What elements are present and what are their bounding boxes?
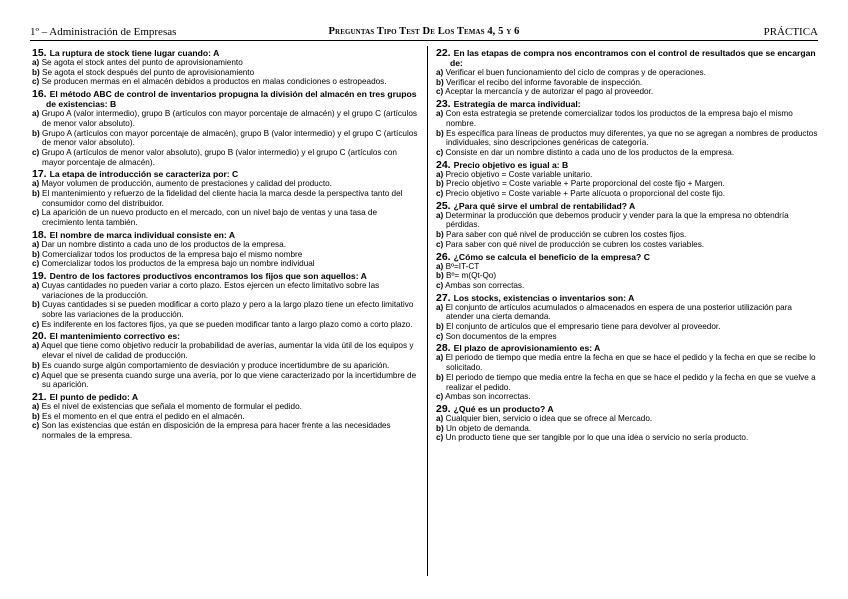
question-text: Dentro de los factores productivos encontramos los fijos que son aquellos: A [49, 270, 367, 281]
option-text: Comercializar todos los productos de la empresa bajo el mismo nombre [42, 249, 303, 259]
question-block [436, 201, 820, 250]
question-block [436, 404, 820, 443]
question-number: 22. [436, 47, 451, 59]
question-block [32, 89, 420, 167]
question-number: 21. [32, 390, 47, 403]
answer-option [32, 371, 420, 390]
answer-option [32, 250, 420, 260]
option-letter: b) [436, 230, 444, 240]
option-text: Aceptar la mercancía y de autorizar el pago al proveedor. [445, 87, 654, 97]
option-text: Dar un nombre distinto a cada uno de los productos de la empresa. [41, 239, 286, 249]
option-letter: b) [32, 189, 40, 199]
question-text: Los stocks, existencias o inventarios son: A [453, 292, 635, 303]
header-course: 1º – Administración de Empresas [30, 26, 177, 38]
question-number: 20. [32, 330, 47, 343]
answer-option [436, 281, 820, 291]
option-letter: b) [436, 322, 444, 332]
option-text: El conjunto de artículos acumulados o almacenados en espera de una posterior utilización para atender una cierta demanda. [445, 302, 792, 322]
option-text: Para saber con qué nivel de producción se cubren los costes variables. [445, 239, 705, 249]
answer-option [436, 424, 820, 434]
question-number: 16. [32, 88, 47, 101]
option-letter: a) [436, 353, 444, 363]
question-text: El punto de pedido: A [49, 391, 139, 402]
answer-option [436, 332, 820, 342]
answer-option [436, 68, 820, 78]
option-text: Son las existencias que están en disposición de la empresa para hacer frente a las necesidades normales de la empresa. [41, 421, 391, 441]
question-text: El método ABC de control de inventarios propugna la división del almacén en tres grupos de existencias: B [46, 89, 417, 110]
page-header [30, 24, 818, 41]
option-text: Para saber con qué nivel de producción se cubren los costes fijos. [446, 230, 687, 240]
answer-option [32, 129, 420, 148]
option-letter: c) [32, 421, 40, 431]
answer-option [436, 373, 820, 392]
option-letter: c) [436, 147, 444, 157]
question-title [436, 48, 820, 68]
question-block [436, 99, 820, 158]
option-letter: a) [436, 261, 444, 271]
question-text: ¿Para qué sirve el umbral de rentabilidad? A [453, 200, 636, 211]
option-text: Un objeto de demanda. [446, 423, 532, 433]
question-title [436, 160, 820, 170]
option-letter: b) [436, 372, 444, 382]
option-letter: c) [32, 259, 40, 269]
option-letter: a) [32, 239, 40, 249]
question-number: 17. [32, 168, 47, 181]
option-text: Es el momento en el que entra el pedido en el almacén. [42, 411, 245, 421]
question-number: 18. [32, 228, 47, 241]
question-title [32, 48, 420, 58]
question-number: 28. [436, 342, 451, 355]
question-text: En las etapas de compra nos encontramos con el control de resultados que se encargan de: [450, 48, 816, 68]
option-text: Bº=IT-CT [445, 261, 480, 271]
answer-option [436, 322, 820, 332]
question-block [32, 230, 420, 269]
answer-option [32, 341, 420, 360]
answer-option [32, 412, 420, 422]
option-letter: c) [32, 208, 40, 218]
question-block [32, 392, 420, 441]
answer-option [436, 240, 820, 250]
question-block [32, 48, 420, 87]
answer-option [436, 78, 820, 88]
option-text: Determinar la producción que debemos producir y vender para la que la empresa no obtendría pérdidas. [445, 210, 789, 230]
question-block [32, 169, 420, 228]
question-text: Precio objetivo es igual a: B [453, 159, 569, 170]
option-letter: b) [32, 360, 40, 370]
question-title [436, 343, 820, 353]
question-number: 29. [436, 402, 451, 415]
option-text: Aquel que tiene como objetivo reducir la probabilidad de averías, aumentar la vida útil de los equipos y elevar el nivel de calidad de producción. [41, 341, 414, 361]
option-text: Bº= m(Qt-Qo) [446, 271, 497, 281]
option-text: El conjunto de artículos que el empresario tiene para devolver al proveedor. [446, 322, 721, 332]
option-text: Se agota el stock antes del punto de aprovisionamiento [41, 58, 243, 67]
option-text: Mayor volumen de producción, aumento de prestaciones y calidad del producto. [41, 179, 332, 189]
option-letter: b) [32, 249, 40, 259]
option-text: Grupo A (artículos de menor valor absoluto), grupo B (valor intermedio) y el grupo C (artículos con mayor porcentaje de almacén). [41, 147, 397, 167]
option-letter: c) [32, 319, 40, 329]
option-letter: a) [436, 68, 444, 77]
option-letter: a) [436, 413, 444, 423]
answer-option [436, 129, 820, 148]
option-letter: c) [436, 331, 444, 341]
option-letter: a) [436, 302, 444, 312]
option-text: Cualquier bien, servicio o idea que se ofrece al Mercado. [445, 413, 653, 423]
option-text: Ambas son correctas. [445, 280, 525, 290]
question-title [436, 293, 820, 303]
option-text: Se producen mermas en el almacén debidos a productos en malas condiciones o estropeados. [41, 77, 387, 87]
answer-option [436, 414, 820, 424]
option-text: Precio objetivo = Coste variable + Parte proporcional del coste fijo + Margen. [446, 179, 725, 189]
option-letter: a) [32, 280, 40, 290]
option-letter: c) [32, 147, 40, 157]
question-title [32, 230, 420, 240]
answer-option [32, 421, 420, 440]
question-block [436, 48, 820, 97]
answer-option [32, 259, 420, 269]
question-title [436, 252, 820, 262]
question-text: La etapa de introducción se caracteriza por: C [49, 169, 239, 180]
question-text: La ruptura de stock tiene lugar cuando: A [49, 48, 220, 58]
column-divider [427, 46, 428, 576]
answer-option [32, 189, 420, 208]
option-letter: c) [436, 280, 444, 290]
option-letter: a) [436, 109, 444, 119]
option-letter: b) [32, 411, 40, 421]
question-number: 27. [436, 291, 451, 304]
question-block [32, 331, 420, 390]
answer-option [436, 262, 820, 272]
option-letter: a) [32, 401, 40, 411]
option-text: Grupo A (valor intermedio), grupo B (artículos con mayor porcentaje de almacén) y el grupo C (artículos de menor valor absoluto). [41, 109, 417, 128]
question-number: 23. [436, 98, 451, 111]
option-text: Con esta estrategia se pretende comercializar todos los productos de la empresa bajo el mismo nombre. [445, 109, 793, 128]
option-letter: a) [32, 109, 40, 119]
answer-option [436, 179, 820, 189]
option-text: Aquel que se presenta cuando surge una avería, por lo que viene caracterizado por la incertidumbre de su aparición. [41, 370, 417, 390]
question-title [32, 331, 420, 341]
question-number: 25. [436, 199, 451, 212]
option-text: Son documentos de la empres [445, 331, 557, 341]
option-letter: c) [436, 239, 444, 249]
option-text: Verificar el buen funcionamiento del ciclo de compras y de operaciones. [445, 68, 706, 77]
answer-option [32, 68, 420, 78]
option-letter: a) [32, 58, 40, 67]
option-letter: c) [32, 77, 40, 87]
answer-option [32, 300, 420, 319]
question-title [32, 169, 420, 179]
question-number: 26. [436, 250, 451, 263]
option-letter: c) [32, 370, 40, 380]
option-letter: a) [436, 169, 444, 179]
left-column [32, 48, 420, 443]
option-text: Cuyas cantidades si se pueden modificar a corto plazo y pero a la largo plazo tiene un efecto limitativo sobre las variaciones de la producción. [42, 300, 414, 320]
answer-option [436, 211, 820, 230]
option-text: Consiste en dar un nombre distinto a cada uno de los productos de la empresa. [445, 147, 735, 157]
option-text: Grupo A (artículos con mayor porcentaje de almacén), grupo B (valor intermedio) y el grupo C (artículos de menor valor absoluto). [42, 128, 418, 148]
answer-option [32, 148, 420, 167]
question-text: El mantenimiento correctivo es: [49, 331, 180, 342]
answer-option [32, 179, 420, 189]
option-letter: b) [32, 67, 40, 77]
option-text: El periodo de tiempo que media entre la fecha en que se hace el pedido y la fecha en que se vuelve a realizar el pedido. [446, 372, 816, 392]
question-text: ¿Cómo se calcula el beneficio de la empresa? C [453, 251, 650, 262]
option-text: Es el nivel de existencias que señala el momento de formular el pedido. [41, 401, 302, 411]
answer-option [32, 109, 420, 128]
answer-option [32, 77, 420, 87]
question-number: 15. [32, 47, 47, 59]
question-block [436, 293, 820, 342]
question-text: El nombre de marca individual consiste en: A [49, 229, 236, 240]
question-block [436, 343, 820, 402]
option-letter: b) [436, 271, 444, 281]
question-title [436, 99, 820, 109]
option-letter: b) [436, 179, 444, 189]
option-text: Es indiferente en los factores fijos, ya que se pueden modificar tanto a largo plazo como a corto plazo. [41, 319, 413, 329]
option-text: El mantenimiento y refuerzo de la fidelidad del cliente hacia la marca desde la perspectiva tanto del consumidor como del distribuidor. [42, 189, 403, 208]
question-text: El plazo de aprovisionamiento es: A [453, 343, 601, 354]
option-text: Precio objetivo = Coste variable + Parte alícuota o proporcional del coste fijo. [445, 189, 726, 199]
answer-option [436, 303, 820, 322]
answer-option [32, 58, 420, 68]
answer-option [436, 271, 820, 281]
header-section: PRÁCTICA [763, 26, 818, 38]
option-letter: c) [436, 433, 444, 443]
option-text: El periodo de tiempo que media entre la fecha en que se hace el pedido y la fecha en que se recibe lo solicitado. [445, 353, 816, 373]
answer-option [32, 320, 420, 330]
answer-option [436, 189, 820, 199]
answer-option [436, 148, 820, 158]
question-title [436, 404, 820, 414]
answer-option [436, 230, 820, 240]
option-letter: c) [436, 189, 444, 199]
option-letter: b) [436, 423, 444, 433]
option-text: La aparición de un nuevo producto en el mercado, con un nivel bajo de ventas y una tasa de crecimiento lenta también. [41, 208, 378, 228]
header-title: Preguntas Tipo Test De Los Temas 4, 5 y 6 [328, 26, 520, 37]
option-letter: a) [436, 210, 444, 220]
answer-option [32, 240, 420, 250]
option-letter: a) [32, 341, 40, 351]
answer-option [436, 87, 820, 97]
answer-option [32, 208, 420, 227]
question-text: Estrategia de marca individual: [453, 99, 581, 110]
option-letter: c) [436, 87, 444, 97]
answer-option [32, 402, 420, 412]
question-title [436, 201, 820, 211]
question-number: 24. [436, 158, 451, 171]
question-block [436, 252, 820, 291]
option-letter: b) [32, 300, 40, 310]
answer-option [32, 281, 420, 300]
option-text: Un producto tiene que ser tangible por lo que una idea o servicio no sería producto. [445, 433, 749, 443]
option-text: Comercializar todos los productos de la empresa bajo un nombre individual [41, 259, 315, 269]
answer-option [436, 353, 820, 372]
answer-option [32, 361, 420, 371]
question-block [32, 271, 420, 330]
option-text: Se agota el stock después del punto de aprovisionamiento [42, 67, 255, 77]
option-letter: c) [436, 392, 444, 402]
option-text: Es específica para líneas de productos muy diferentes, ya que no se agregan a nombres de productos individuales, sino descripciones genéricas de categoría. [446, 128, 818, 148]
question-number: 19. [32, 269, 47, 282]
option-text: Ambas son incorrectas. [445, 392, 531, 402]
option-text: Precio objetivo = Coste variable unitario. [445, 169, 593, 179]
question-title [32, 392, 420, 402]
right-column [436, 48, 820, 445]
option-letter: b) [436, 128, 444, 138]
question-title [32, 89, 420, 109]
answer-option [436, 392, 820, 402]
option-letter: b) [32, 128, 40, 138]
option-letter: a) [32, 179, 40, 189]
question-title [32, 271, 420, 281]
answer-option [436, 433, 820, 443]
question-block [436, 160, 820, 199]
option-letter: b) [436, 77, 444, 87]
option-text: Verificar el recibo del informe favorable de inspección. [446, 77, 643, 87]
answer-option [436, 170, 820, 180]
answer-option [436, 109, 820, 128]
option-text: Cuyas cantidades no pueden variar a corto plazo. Estos ejercen un efecto limitativo sobre las variaciones de la producción. [41, 280, 380, 300]
question-text: ¿Qué es un producto? A [453, 403, 554, 414]
option-text: Es cuando surge algún comportamiento de desviación y produce incertidumbre de su aparición. [42, 360, 390, 370]
